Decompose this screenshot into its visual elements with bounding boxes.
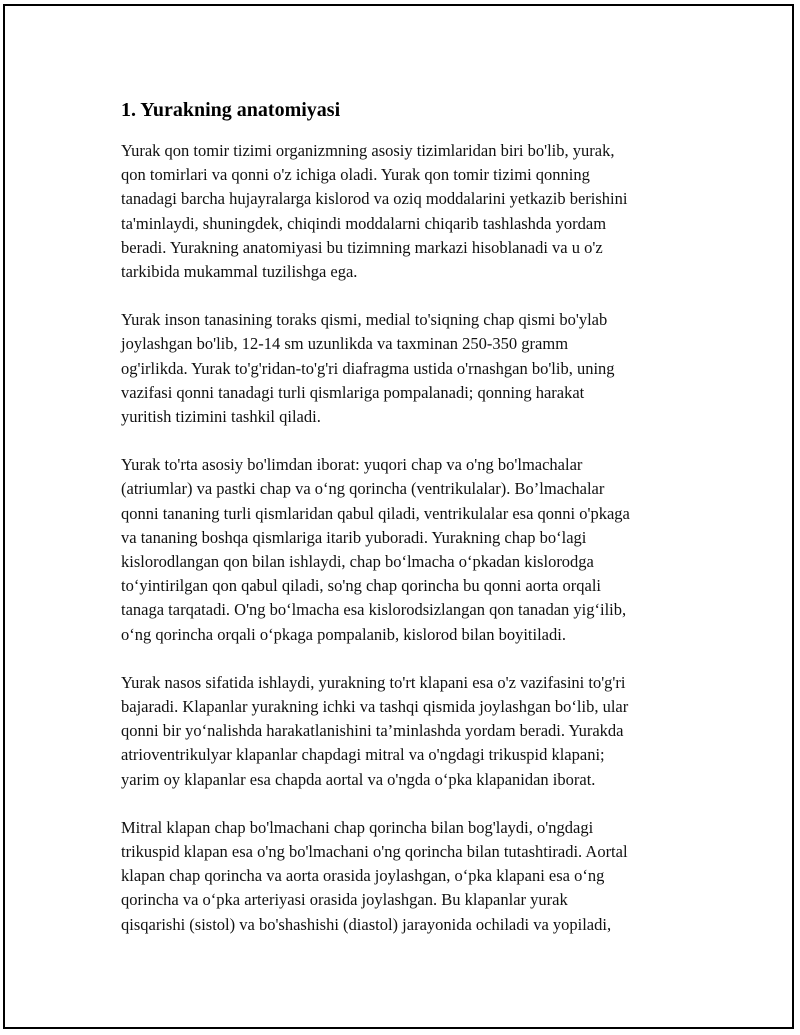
text-line: o‘ng qorincha orqali o‘pkaga pompalanib, kislorod bilan boyitiladi. [121, 624, 566, 644]
document-page [3, 4, 794, 1029]
text-line: tanadagi barcha hujayralarga kislorod va oziq moddalarini yetkazib berishini [121, 189, 628, 209]
text-line: klapan chap qorincha va aorta orasida joylashgan, o‘pka klapani esa o‘ng [121, 866, 605, 886]
paragraph-1 [121, 139, 693, 284]
text-line: vazifasi qonni tanadagi turli qismlariga pompalanadi; qonning harakat [121, 382, 585, 402]
text-line: trikuspid klapan esa o'ng bo'lmachani o'ng qorincha bilan tutashtiradi. Aortal [121, 842, 628, 862]
text-line: atrioventrikulyar klapanlar chapdagi mitral va o'ngdagi trikuspid klapani; [121, 745, 605, 765]
text-line: yuritish tizimini tashkil qiladi. [121, 407, 321, 427]
text-line: qisqarishi (sistol) va bo'shashishi (diastol) jarayonida ochiladi va yopiladi, [121, 914, 612, 934]
text-line: ta'minlaydi, shuningdek, chiqindi moddalarni chiqarib tashlashda yordam [121, 213, 607, 233]
text-line: yarim oy klapanlar esa chapda aortal va o'ngda o‘pka klapanidan iborat. [121, 769, 596, 789]
text-line: tarkibida mukammal tuzilishga ega. [121, 262, 358, 282]
paragraph-2 [121, 308, 693, 429]
text-line: va tananing boshqa qismlariga itarib yuboradi. Yurakning chap bo‘lagi [121, 527, 587, 547]
text-line: qonni bir yo‘nalishda harakatlanishini ta’minlashda yordam beradi. Yurakda [121, 721, 624, 741]
text-line: joylashgan bo'lib, 12-14 sm uzunlikda va taxminan 250-350 gramm [121, 334, 569, 354]
text-line: Yurak to'rta asosiy bo'limdan iborat: yuqori chap va o'ng bo'lmachalar [121, 455, 583, 475]
text-line: Yurak nasos sifatida ishlaydi, yurakning to'rt klapani esa o'z vazifasini to'g'ri [121, 672, 626, 692]
text-line: qonni tananing turli qismlaridan qabul qiladi, ventrikulalar esa qonni o'pkaga [121, 503, 630, 523]
text-line: qon tomirlari va qonni o'z ichiga oladi. Yurak qon tomir tizimi qonning [121, 165, 590, 185]
text-line: (atriumlar) va pastki chap va o‘ng qorincha (ventrikulalar). Bo’lmachalar [121, 479, 605, 499]
text-line: to‘yintirilgan qon qabul qiladi, so'ng chap qorincha bu qonni aorta orqali [121, 576, 601, 596]
text-line: Mitral klapan chap bo'lmachani chap qorincha bilan bog'laydi, o'ngdagi [121, 817, 594, 837]
paragraph-5 [121, 816, 693, 937]
text-line: og'irlikda. Yurak to'g'ridan-to'g'ri diafragma ustida o'rnashgan bo'lib, uning [121, 358, 615, 378]
section-heading: 1. Yurakning anatomiyasi [121, 99, 341, 121]
text-line: beradi. Yurakning anatomiyasi bu tizimning markazi hisoblanadi va u o'z [121, 237, 603, 257]
paragraph-3 [121, 453, 693, 647]
text-line: kislorodlangan qon bilan ishlaydi, chap bo‘lmacha o‘pkadan kislorodga [121, 552, 594, 572]
document-content [121, 96, 693, 961]
text-line: bajaradi. Klapanlar yurakning ichki va tashqi qismida joylashgan bo‘lib, ular [121, 697, 629, 717]
text-line: Yurak inson tanasining toraks qismi, medial to'siqning chap qismi bo'ylab [121, 310, 608, 330]
text-line: qorincha va o‘pka arteriyasi orasida joylashgan. Bu klapanlar yurak [121, 890, 568, 910]
text-line: Yurak qon tomir tizimi organizmning asosiy tizimlaridan biri bo'lib, yurak, [121, 141, 615, 160]
text-line: tanaga tarqatadi. O'ng bo‘lmacha esa kislorodsizlangan qon tanadan yig‘ilib, [121, 600, 627, 620]
paragraph-4 [121, 671, 693, 792]
